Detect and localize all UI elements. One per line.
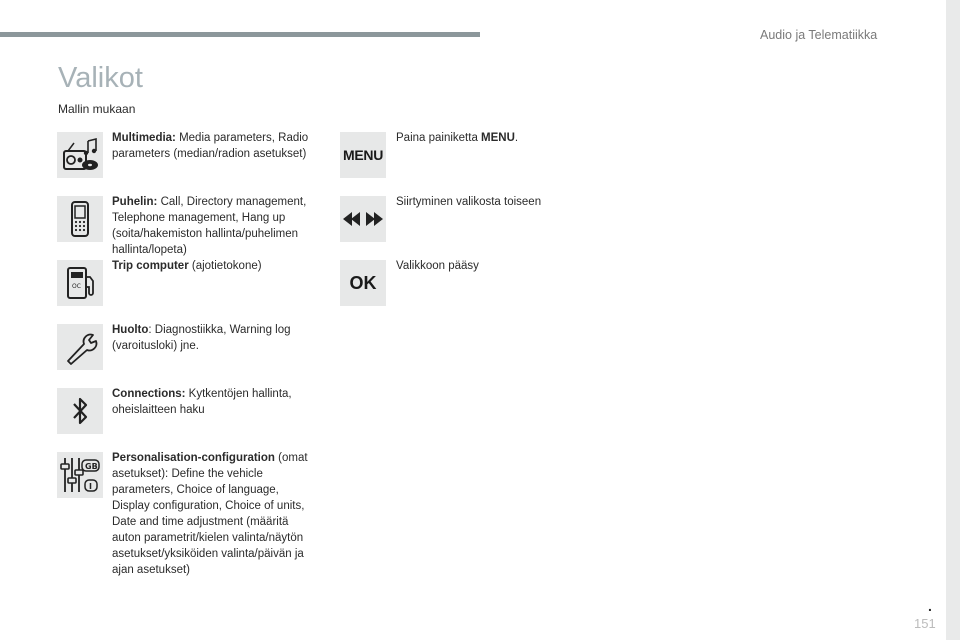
header-rule [0,32,480,37]
menu-item-trip-computer [112,258,317,274]
page-edge-strip [946,0,960,640]
key-menu-desc [396,130,518,146]
phone-icon [57,196,103,242]
menu-item-label: Huolto [112,324,149,336]
key-ok-desc: Valikkoon pääsy [396,260,479,272]
wrench-icon [57,324,103,370]
section-title: Audio ja Telematiikka [760,28,878,42]
page-title: Valikot [58,62,143,94]
ok-key [340,260,386,306]
key-arrows-desc: Siirtyminen valikosta toiseen [396,196,542,208]
footer-dot: . [928,598,932,614]
page-number: 151 [914,616,936,631]
menu-key-glyph: MENU [342,147,384,163]
multimedia-icon [57,132,103,178]
key-menu-bold: MENU [481,132,515,144]
menu-item-phone [112,194,317,258]
settings-overlay-bottom: I [89,482,92,491]
menu-item-maintenance [112,322,317,354]
page-subtitle: Mallin mukaan [58,102,136,116]
menu-item-label: Trip computer [112,260,189,272]
menu-item-label: Puhelin: [112,196,158,208]
arrows-key [340,196,386,242]
settings-overlay-top: GB [85,462,98,471]
menu-item-text: Call, Directory management, Telephone management, Hang up (soita/hakemiston hallinta/puhelimen hallinta/lopeta) [112,196,307,256]
bluetooth-icon [57,388,103,434]
key-menu-suffix: . [514,132,519,144]
settings-sliders-icon [57,452,103,498]
menu-item-text: (ajotietokone) [188,260,262,272]
ok-key-glyph: OK [349,272,377,293]
menu-item-connections [112,386,317,418]
fuel-pump-icon [57,260,103,306]
svg-text:OC: OC [72,283,81,290]
menu-item-text: : Diagnostiikka, Warning log (varoitusloki) jne. [112,324,291,352]
menu-item-text: (omat asetukset): Define the vehicle parameters, Choice of language, Display configuration, Choice of units, Date and time adjustment (määritä auton parametrit/kielen valinta/näytön asetukset/yksiköiden valinta/päivän ja ajan asetukset) [112,452,308,576]
menu-item-text: Media parameters, Radio parameters (median/radion asetukset) [112,132,309,160]
menu-item-personalisation [112,450,317,578]
menu-item-label: Multimedia: [112,132,176,144]
menu-key [340,132,386,178]
menu-item-text: Kytkentöjen hallinta, oheislaitteen haku [112,388,292,416]
menu-item-label: Personalisation-configuration [112,452,275,464]
key-menu-prefix: Paina painiketta [396,132,482,144]
menu-item-multimedia [112,130,317,162]
menu-item-label: Connections: [112,388,186,400]
